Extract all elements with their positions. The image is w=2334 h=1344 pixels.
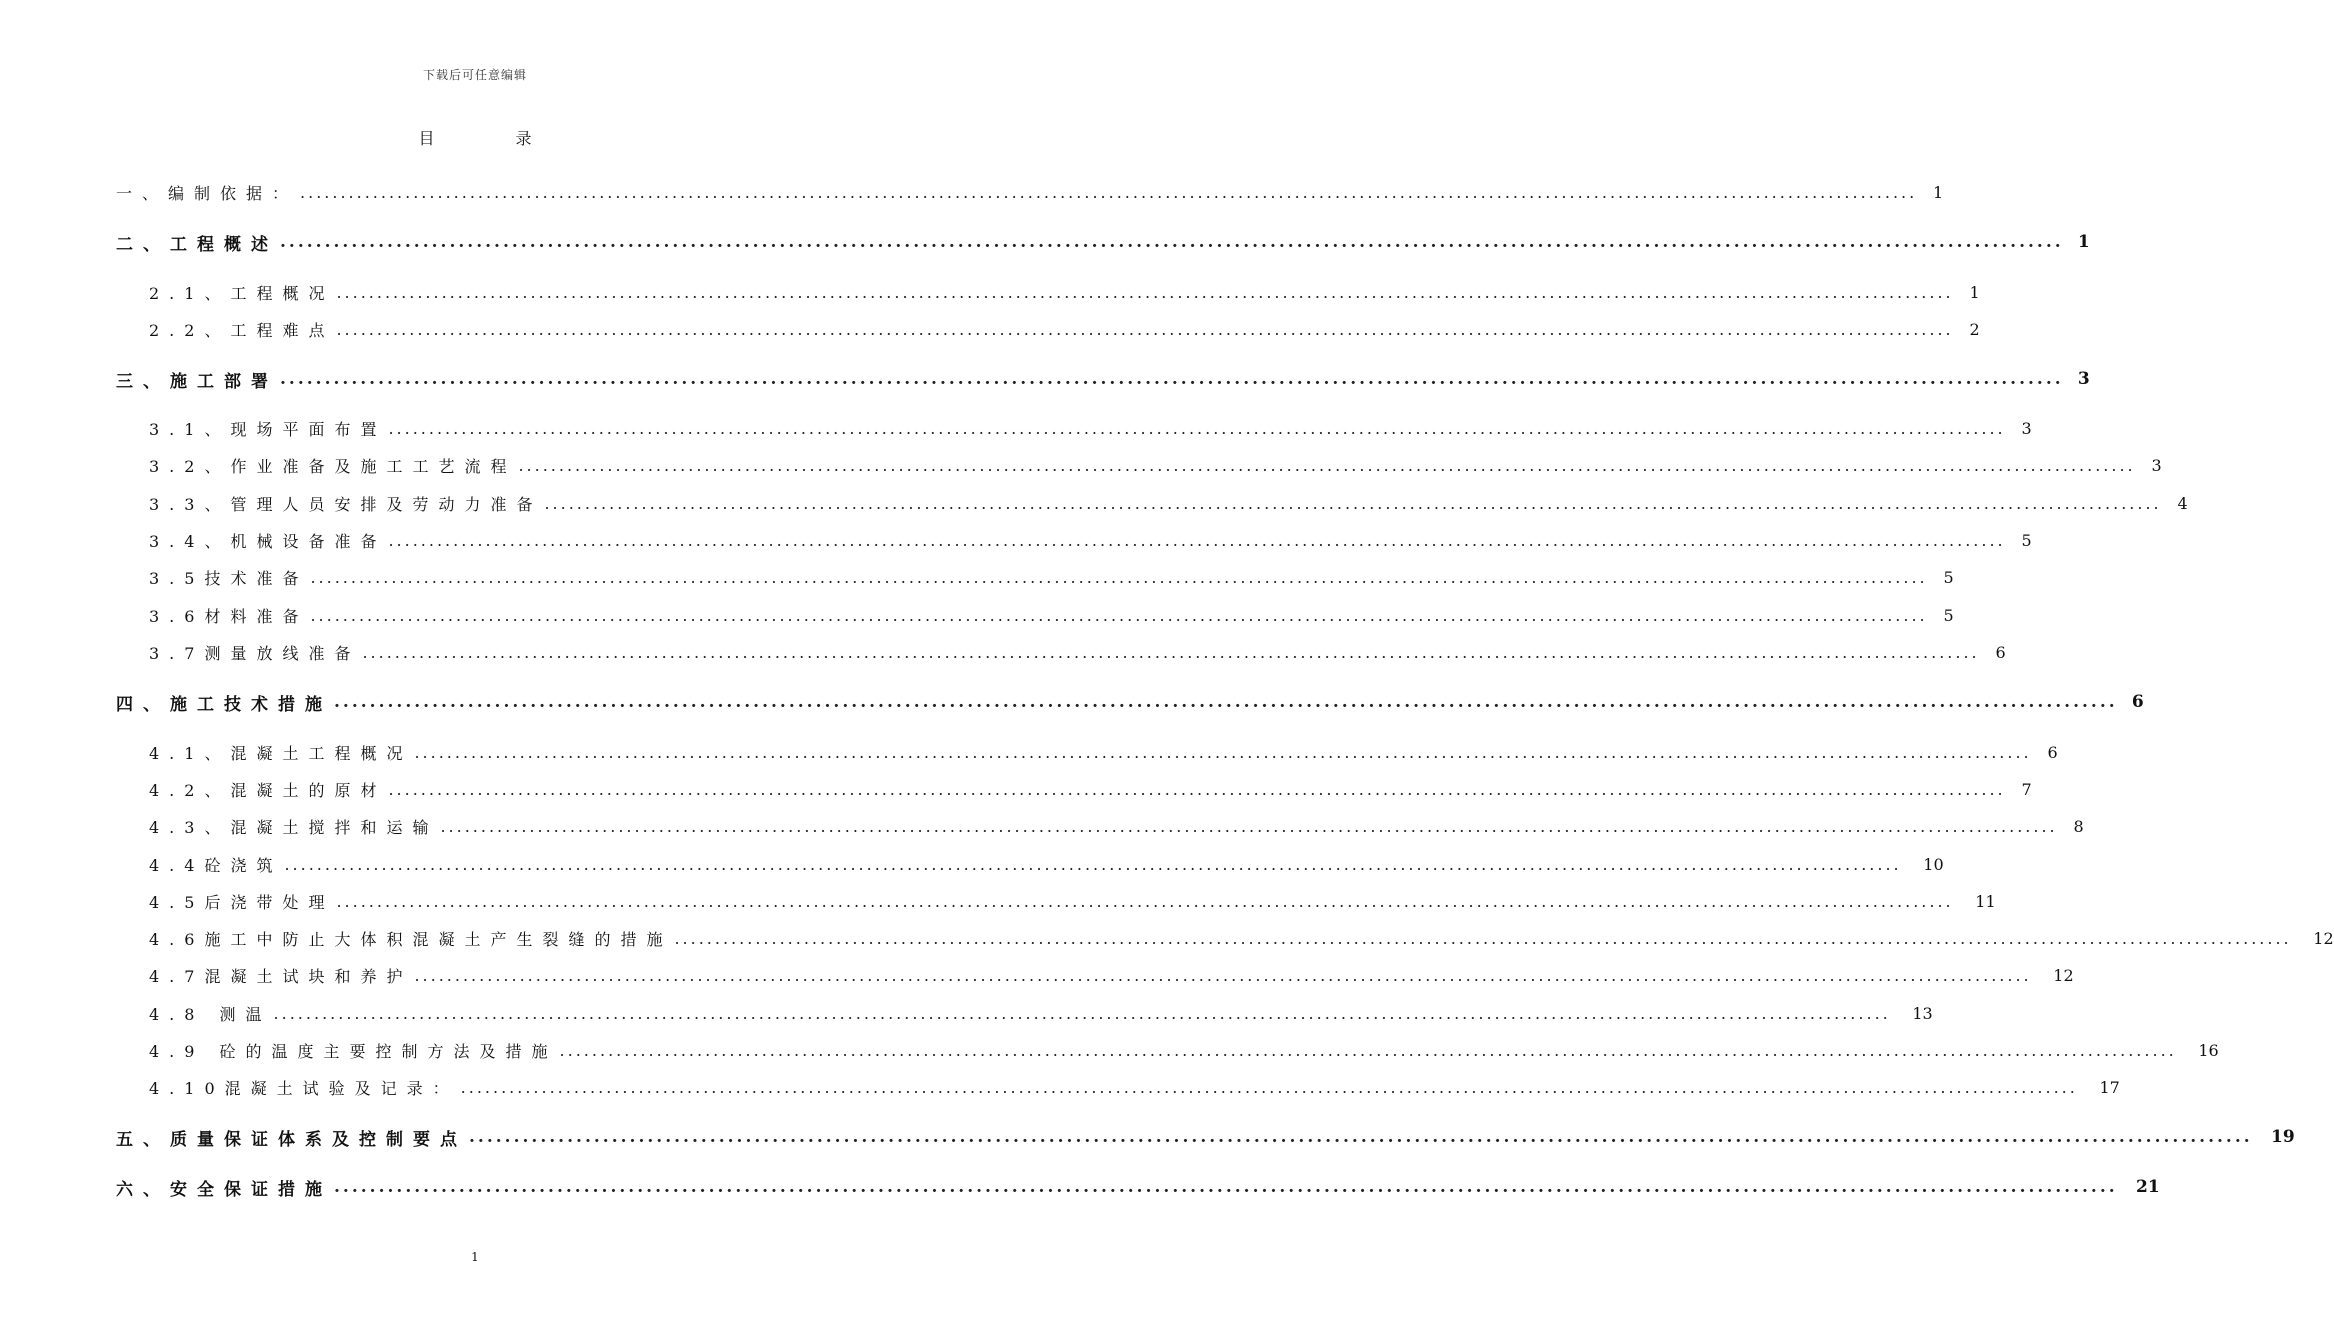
toc-entry-page: 3 <box>2021 418 2032 438</box>
toc-leader-dots: ........................................................................................................................................................................................................ <box>440 816 2058 836</box>
toc-leader-dots: ........................................................................................................................................................................................................ <box>469 1127 2253 1147</box>
toc-entry-label: 4.7混凝土试块和养护 <box>149 966 413 986</box>
toc-entry-label: 3.2、作业准备及施工工艺流程 <box>149 456 517 476</box>
toc-title-char-2: 录 <box>515 129 532 148</box>
page-number: 1 <box>471 1250 479 1264</box>
toc-entry[interactable] <box>0 998 1933 1028</box>
header-note: 下载后可任意编辑 <box>422 68 527 82</box>
toc-entry-page: 10 <box>1923 854 1944 874</box>
toc-entry[interactable] <box>0 600 1954 630</box>
toc-entry[interactable] <box>0 413 2032 443</box>
toc-leader-dots: ........................................................................................................................................................................................................ <box>336 282 1954 302</box>
toc-entry-label: 3.3、管理人员安排及劳动力准备 <box>149 494 543 514</box>
toc-entry[interactable] <box>0 227 2090 257</box>
toc-entry-label: 五、质量保证体系及控制要点 <box>116 1129 467 1150</box>
toc-entry[interactable] <box>0 811 2084 841</box>
toc-entry-label: 4.1、混凝土工程概况 <box>149 743 413 763</box>
toc-entry[interactable] <box>0 687 2144 717</box>
toc-entry-page: 11 <box>1975 891 1996 911</box>
toc-leader-dots: ........................................................................................................................................................................................................ <box>460 1077 2078 1097</box>
toc-entry-label: 二、工程概述 <box>116 234 278 255</box>
toc-leader-dots: ........................................................................................................................................................................................................ <box>362 642 1980 662</box>
toc-leader-dots: ........................................................................................................................................................................................................ <box>310 567 1928 587</box>
toc-leader-dots: ........................................................................................................................................................................................................ <box>280 232 2064 252</box>
toc-leader-dots: ........................................................................................................................................................................................................ <box>280 369 2064 389</box>
toc-entry-page: 1 <box>1933 182 1944 202</box>
toc-leader-dots: ........................................................................................................................................................................................................ <box>334 1177 2118 1197</box>
toc-entry[interactable] <box>0 1172 2160 1202</box>
toc-entry-page: 12 <box>2313 928 2334 948</box>
toc-entry-label: 三、施工部署 <box>116 371 278 392</box>
toc-entry-label: 4.2、混凝土的原材 <box>149 780 387 800</box>
toc-entry[interactable] <box>0 849 1944 879</box>
toc-entry[interactable] <box>0 314 1980 344</box>
toc-entry[interactable] <box>0 364 2090 394</box>
toc-entry-page: 3 <box>2151 455 2162 475</box>
toc-leader-dots: ........................................................................................................................................................................................................ <box>336 319 1954 339</box>
toc-entry-label: 3.7测量放线准备 <box>149 643 361 663</box>
toc-entry[interactable] <box>0 177 1944 207</box>
toc-entry-label: 3.6材料准备 <box>149 606 309 626</box>
toc-entry-page: 6 <box>2047 742 2058 762</box>
toc-leader-dots: ........................................................................................................................................................................................................ <box>300 182 1918 202</box>
toc-entry-label: 4.5后浇带处理 <box>149 892 335 912</box>
toc-entry-page: 12 <box>2053 965 2074 985</box>
toc-entry[interactable] <box>0 277 1980 307</box>
toc-entry-label: 4.4砼浇筑 <box>149 855 283 875</box>
toc-leader-dots: ........................................................................................................................................................................................................ <box>414 965 2032 985</box>
toc-entry-label: 2.2、工程难点 <box>149 320 335 340</box>
toc-entry-page: 13 <box>1912 1003 1933 1023</box>
toc-entry-label: 4.10混凝土试验及记录： <box>149 1078 459 1098</box>
toc-entry[interactable] <box>0 1072 2120 1102</box>
toc-entry[interactable] <box>0 886 1996 916</box>
toc-entry[interactable] <box>0 450 2162 480</box>
toc-entry[interactable] <box>0 737 2058 767</box>
toc-leader-dots: ........................................................................................................................................................................................................ <box>388 779 2006 799</box>
toc-entry-page: 1 <box>2077 232 2090 252</box>
toc-entry-page: 5 <box>1943 567 1954 587</box>
toc-leader-dots: ........................................................................................................................................................................................................ <box>559 1040 2177 1060</box>
toc-entry-page: 21 <box>2136 1177 2160 1197</box>
toc-entry-page: 1 <box>1969 282 1980 302</box>
toc-entry-label: 4.3、混凝土搅拌和运输 <box>149 817 439 837</box>
toc-entry-page: 5 <box>2021 530 2032 550</box>
toc-entry-page: 16 <box>2198 1040 2219 1060</box>
toc-entry[interactable] <box>0 1035 2219 1065</box>
toc-title-char-1: 目 <box>418 129 435 148</box>
toc-leader-dots: ........................................................................................................................................................................................................ <box>388 418 2006 438</box>
toc-leader-dots: ........................................................................................................................................................................................................ <box>334 692 2118 712</box>
toc-leader-dots: ........................................................................................................................................................................................................ <box>518 455 2136 475</box>
toc-entry-label: 4.8 测温 <box>149 1004 272 1024</box>
toc-entry-label: 六、安全保证措施 <box>116 1179 332 1200</box>
toc-entry-page: 17 <box>2099 1077 2120 1097</box>
toc-leader-dots: ........................................................................................................................................................................................................ <box>544 493 2162 513</box>
toc-entry-label: 4.6施工中防止大体积混凝土产生裂缝的措施 <box>149 929 673 949</box>
toc-leader-dots: ........................................................................................................................................................................................................ <box>388 530 2006 550</box>
toc-entry[interactable] <box>0 525 2032 555</box>
toc-entry-label: 2.1、工程概况 <box>149 283 335 303</box>
toc-entry-label: 四、施工技术措施 <box>116 694 332 715</box>
toc-title <box>0 126 950 149</box>
toc-leader-dots: ........................................................................................................................................................................................................ <box>414 742 2032 762</box>
toc-entry[interactable] <box>0 488 2188 518</box>
toc-leader-dots: ........................................................................................................................................................................................................ <box>273 1003 1891 1023</box>
toc-leader-dots: ........................................................................................................................................................................................................ <box>674 928 2292 948</box>
toc-entry-page: 4 <box>2177 493 2188 513</box>
toc-entry-page: 2 <box>1969 319 1980 339</box>
toc-entry-page: 7 <box>2021 779 2032 799</box>
toc-entry[interactable] <box>0 562 1954 592</box>
toc-entry-page: 3 <box>2077 369 2090 389</box>
toc-entry-page: 6 <box>2131 692 2144 712</box>
toc-entry[interactable] <box>0 923 2334 953</box>
toc-entry-page: 8 <box>2073 816 2084 836</box>
toc-leader-dots: ........................................................................................................................................................................................................ <box>284 854 1902 874</box>
toc-entry[interactable] <box>0 1122 2295 1152</box>
toc-entry-label: 3.4、机械设备准备 <box>149 531 387 551</box>
toc-entry[interactable] <box>0 637 2006 667</box>
toc-leader-dots: ........................................................................................................................................................................................................ <box>336 891 1954 911</box>
toc-entry-label: 4.9 砼的温度主要控制方法及措施 <box>149 1041 558 1061</box>
toc-entry[interactable] <box>0 774 2032 804</box>
toc-entry-page: 6 <box>1995 642 2006 662</box>
toc-entry-label: 3.5技术准备 <box>149 568 309 588</box>
toc-entry-label: 3.1、现场平面布置 <box>149 419 387 439</box>
toc-entry-label: 一、编制依据： <box>116 183 299 203</box>
toc-entry-page: 5 <box>1943 605 1954 625</box>
toc-leader-dots: ........................................................................................................................................................................................................ <box>310 605 1928 625</box>
toc-entry[interactable] <box>0 960 2074 990</box>
toc-entry-page: 19 <box>2271 1127 2295 1147</box>
